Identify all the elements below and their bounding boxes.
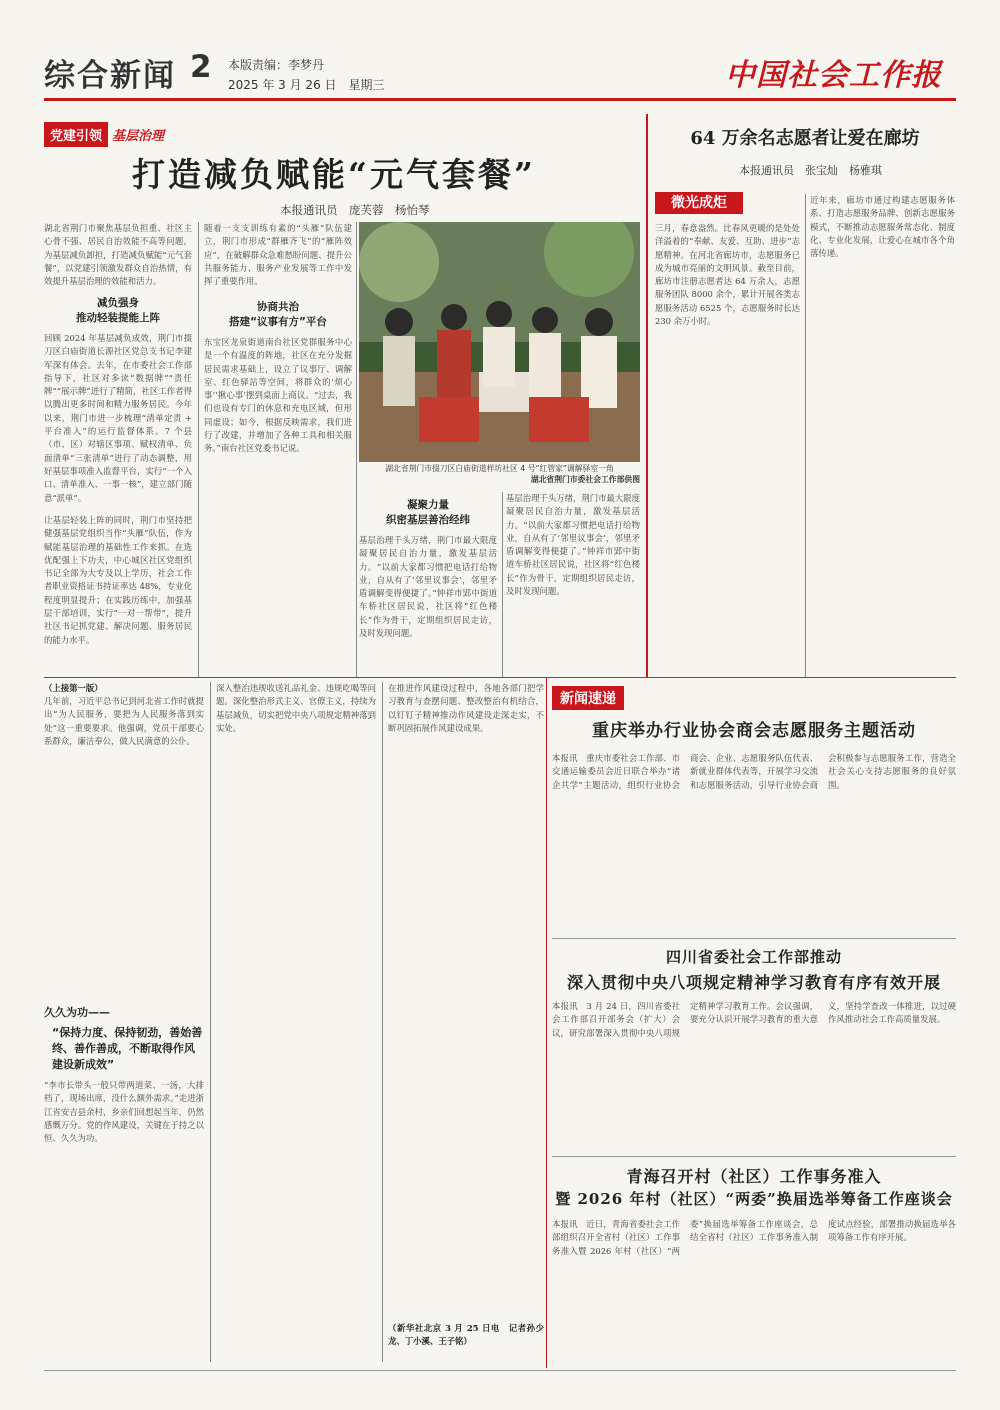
volunteer-headline: 64 万余名志愿者让爱在廊坊	[690, 128, 920, 149]
photo-caption-group	[359, 463, 640, 485]
volunteer-column-2	[810, 194, 955, 677]
lead-story	[44, 114, 640, 677]
lead-column-2	[204, 222, 352, 677]
volunteer-story	[655, 114, 955, 677]
story-divider	[546, 678, 547, 1368]
lead-column-4	[506, 492, 640, 677]
news-brief-tag: 新闻速递	[552, 686, 624, 710]
masthead	[0, 0, 1000, 98]
lead-subhead-1: 减负强身 推动轻装提能上阵	[76, 297, 160, 324]
column-rule	[198, 222, 199, 677]
continued-body-3: 深入整治违规收送礼品礼金、违规吃喝等问题。深化整治形式主义、官僚主义，持续为基层减负，切实把党中央八项规定精神落到实处。	[216, 683, 376, 733]
photo-credit: 湖北省荆门市委社会工作部供图	[530, 475, 640, 484]
continued-column-1	[44, 682, 204, 1368]
brief-rule	[552, 1156, 956, 1157]
lead-body-2: 让基层轻装上阵的同时，荆门市坚持把健强基层党组织当作“头雁”队伍，作为赋能基层治理的基础性工作来抓。在选优配强上下功夫，中心城区社区党组织书记全部为大专及以上学历，社会工作者职业资格证书持证率达 48%，专业化程度明显提升；在实践历练中，加强基层干部培训，实行“一对一帮带”，提升社区书记抓党建、解决问题、服务居民的能力水平。	[44, 515, 192, 645]
header-rule	[44, 98, 956, 101]
page-number: 2	[190, 49, 212, 85]
lead-intro: 湖北省荆门市聚焦基层负担重、社区主心骨不强、居民自治效能不高等问题，为基层减负卸担，打造减负赋能“元气套餐”，以党建引领激发群众自治热情，有效提升基层治理的效能和活力。	[44, 223, 192, 286]
volunteer-column-1	[655, 222, 800, 677]
story-divider	[646, 114, 648, 677]
issue-date: 2025 年 3 月 26 日 星期三	[228, 78, 385, 92]
continued-story	[44, 678, 544, 1368]
section-title: 综合新闻	[44, 58, 176, 94]
news-briefs	[552, 678, 956, 1368]
brief-2-body: 本报讯 3 月 24 日，四川省委社会工作部召开部务会（扩大）会议，研究部署深入贯彻中央八项规定精神学习教育工作。会议强调，要充分认识开展学习教育的重大意义，坚持学查改一体推进，以过硬作风推动社会工作高质量发展。	[552, 1001, 956, 1038]
lead-body-1: 回顾 2024 年基层减负成效，荆门市掇刀区白庙街道长源社区党总支书记李建军深有体会。去年，在市委社会工作部指导下，社区对多读“数据牌”“责任牌”“展示牌”进行了精简，社区工作者得以腾出更多时间和精力服务居民。今年以来，荆门市进一步梳理“清单定责 + 平台准入”的运行监督体系。7 个县（市、区）对辖区事项、赋权清单、负面清单“三张清单”进行了动态调整，用好基层事项准入监督平台，实行“一个入口、清单准入、一事一核”，建立部门随意“派单”。	[44, 333, 192, 503]
lead-headline: 打造减负赋能“元气套餐”	[132, 155, 536, 194]
brief-3-headline-top: 青海召开村（社区）工作事务准入	[626, 1167, 882, 1186]
wire-source: （新华社北京 3 月 25 日电 记者孙少龙、丁小溪、王子铭）	[388, 1323, 544, 1347]
column-rule	[356, 222, 357, 677]
continued-body-2: “李市长带头一般只带两道菜、一汤，大排档了，现场出席，没什么额外需求。”走进浙江省安吉县余村，乡亲们回想起当年，仍然感慨万分。党的作风建设，关键在于持之以恒、久久为功。	[44, 1080, 204, 1144]
column-rule	[382, 682, 383, 1362]
footer-rule	[44, 1370, 956, 1371]
lead-tag: 党建引领	[44, 122, 108, 147]
brief-2-headline-top: 四川省委社会工作部推动	[665, 948, 842, 966]
volunteer-body-2: 近年来，廊坊市通过构建志愿服务体系、打造志愿服务品牌、创新志愿服务模式，不断推动志愿服务常态化、制度化、专业化发展，让爱心在城市各个角落传递。	[810, 195, 955, 259]
lead-column-1	[44, 222, 192, 677]
newspaper-logo: 中国社会工作报	[725, 58, 942, 93]
continued-body-1: 几年前，习近平总书记到河北省工作时就提出“为人民服务，要把为人民服务落到实处”这一重要要求。他强调，党员干部要心系群众，廉洁奉公，做人民满意的公仆。	[44, 696, 204, 746]
lead-col3-body: 基层治理千头万绪，荆门市最大限度凝聚居民自治力量，激发基层活力。“以前大家都习惯把电话打给物业，自从有了‘邻里议事会’，邻里矛盾调解变得便捷了。”钟祥市郢中街道车桥社区居民说，社区将“红色楼长”作为骨干，定期组织居民走访，及时发现问题。	[359, 535, 497, 639]
section-lead-in: 久久为功——	[44, 1006, 110, 1019]
brief-1-body: 本报讯 重庆市委社会工作部、市交通运输委员会近日联合举办“诸企共学”主题活动，组织行业协会商会、企业、志愿服务队伍代表、新就业群体代表等，开展学习交流和志愿服务活动，引导行业协会商会积极参与志愿服务工作，营造全社会关心支持志愿服务的良好氛围。	[552, 753, 956, 790]
lead-photo-image	[359, 222, 640, 462]
continued-label: （上接第一版）	[44, 683, 103, 693]
lead-col4-body: 基层治理千头万绪，荆门市最大限度凝聚居民自治力量，激发基层活力。“以前大家都习惯把电话打给物业，自从有了‘邻里议事会’，邻里矛盾调解变得便捷了。”钟祥市郢中街道车桥社区居民说，社区将“红色楼长”作为骨干，定期组织居民走访，及时发现问题。	[506, 493, 640, 597]
continued-column-2	[216, 682, 376, 1368]
lead-subhead-2: 协商共治 搭建“议事有方”平台	[229, 301, 327, 328]
pull-quote: “保持力度、保持韧劲，善始善终、善作善成，不断取得作风建设新成效”	[52, 1026, 203, 1071]
brief-2-headline: 深入贯彻中央八项规定精神学习教育有序有效开展	[566, 973, 941, 992]
volunteer-tag: 微光成炬	[655, 192, 743, 214]
brief-3-body: 本报讯 近日，青海省委社会工作部组织召开全省村（社区）工作事务准入暨 2026 年村（社区）“两委”换届选举筹备工作座谈会，总结全省村（社区）工作事务准入制度试点经验，部署推动换届选举各项筹备工作有序开展。	[552, 1219, 956, 1256]
column-rule	[210, 682, 211, 1362]
lead-tag-group	[44, 122, 164, 147]
column-rule	[502, 492, 503, 677]
lead-column-3	[359, 492, 497, 677]
lead-photo	[359, 222, 640, 462]
column-rule	[805, 194, 806, 677]
lead-byline: 本报通讯员 庞芙蓉 杨怡琴	[280, 203, 430, 217]
lead-col2-body: 东宝区龙泉街道南台社区党群服务中心是一个有温度的阵地，社区在充分发掘居民需求基础上，设立了议事厅、调解室、红色驿站等空间，将群众的‘烦心事’‘揪心事’摆到桌面上商议。“过去，我们也设有专门的休息和充电区域，但形同虚设；如今，根据反映需求，我们进行了改建，并增加了各种工具和相关服务。”南台社区党委书记说。	[204, 337, 352, 454]
volunteer-body: 三月，春意盎然。比春风更暖的是处处洋溢着的“奉献、友爱、互助、进步”志愿精神。在河北省廊坊市，志愿服务已成为城市亮丽的文明风景。截至目前，廊坊市注册志愿者达 64 万余人，志愿服务团队 8000 余个，累计开展各类志愿服务活动 6525 个，志愿服务时长达 230 余万小时。	[655, 223, 800, 327]
brief-1-headline: 重庆举办行业协会商会志愿服务主题活动	[592, 721, 916, 741]
brief-rule	[552, 938, 956, 939]
continued-body-4: 在推进作风建设过程中，各地各部门把学习教育与查摆问题、整改整治有机结合，以钉钉子精神推动作风建设走深走实，不断巩固拓展作风建设成果。	[388, 683, 544, 733]
photo-caption: 湖北省荆门市掇刀区白庙街道样坊社区 4 号“红管家”调解驿室一角	[385, 464, 614, 473]
page-editor: 本版责编：李梦丹	[228, 58, 325, 72]
lead-tag-secondary: 基层治理	[112, 129, 165, 144]
lead-col2-intro: 随着一支支训练有素的“头雁”队伍建立，荆门市形成“群雁齐飞”的“雁阵效应”，在破解群众急难愁盼问题、提升公共服务能力、服务产业发展等工作中发挥了重要作用。	[204, 223, 352, 286]
lead-subhead-3: 凝聚力量 织密基层善治经纬	[386, 499, 470, 526]
continued-column-3	[388, 682, 544, 1368]
volunteer-byline: 本报通讯员 张宝灿 杨雅琪	[739, 164, 882, 177]
brief-3-headline: 暨 2026 年村（社区）“两委”换届选举筹备工作座谈会	[555, 1190, 953, 1208]
